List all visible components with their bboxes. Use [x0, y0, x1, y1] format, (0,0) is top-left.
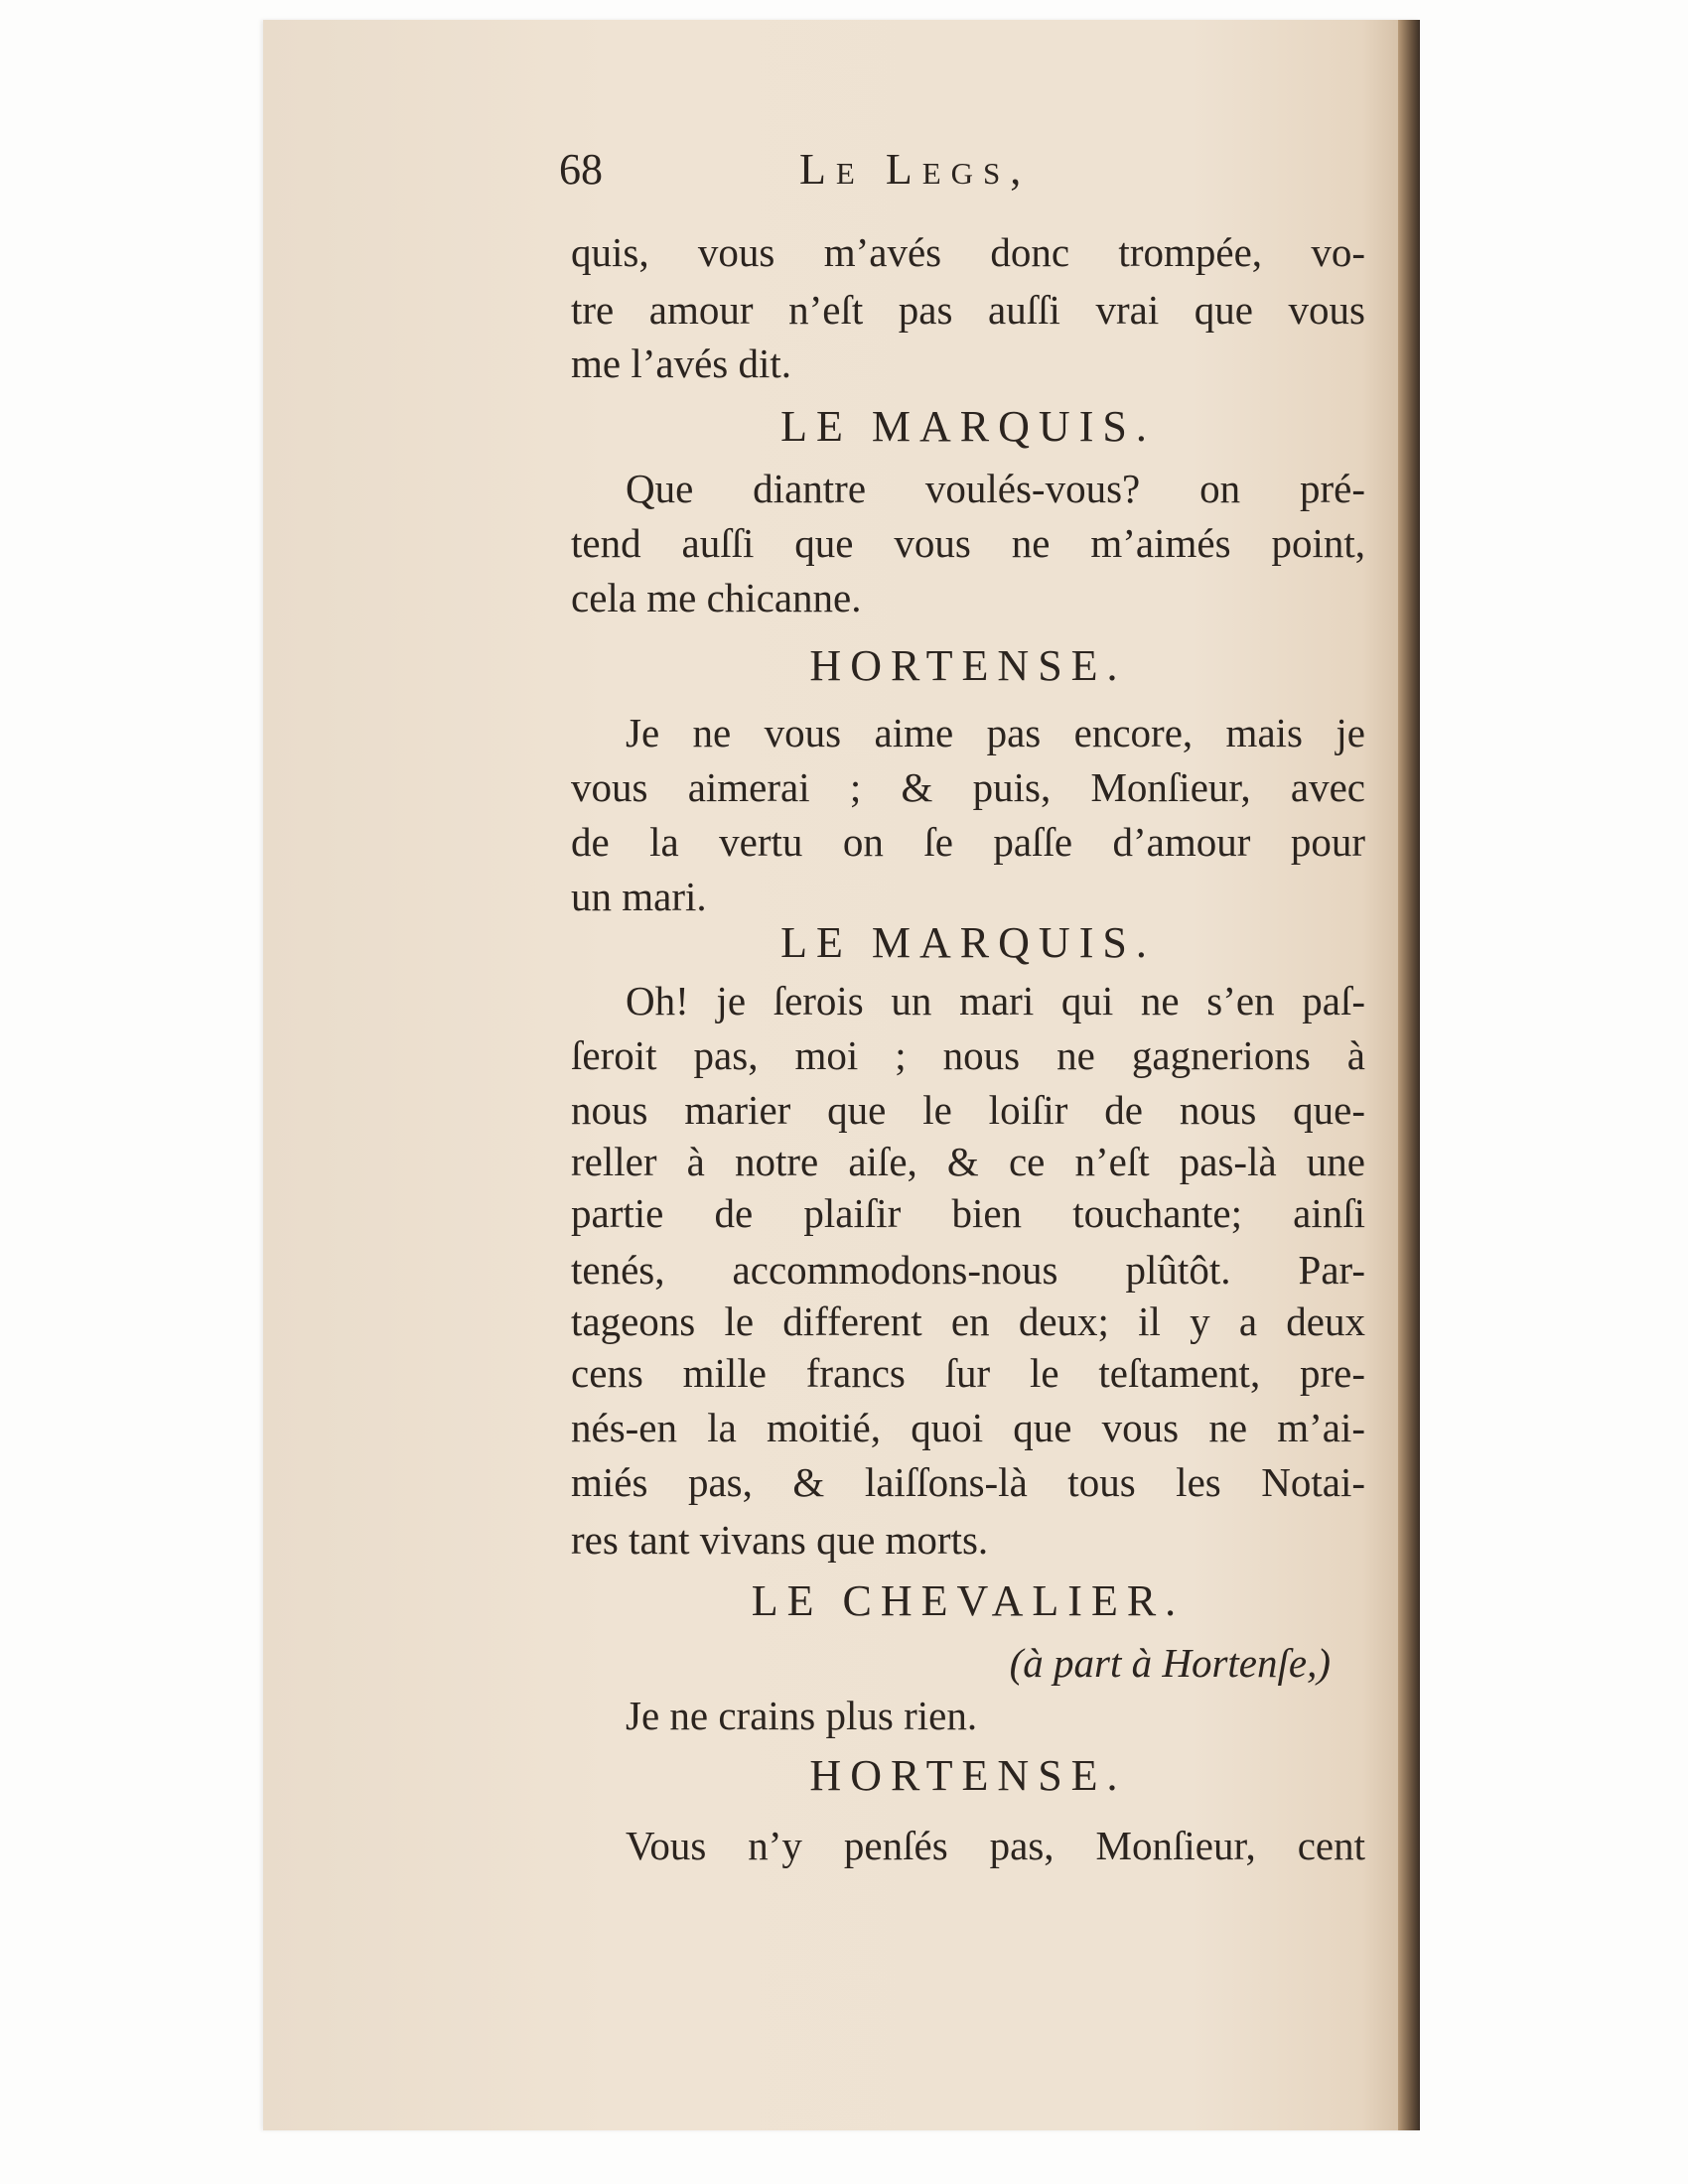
text-line: Que diantre voulés-vous? on pré- [626, 466, 1365, 511]
text-line: miés pas, & laiſſons-là tous les Notai- [571, 1459, 1365, 1505]
text-line: cens mille francs ſur le teſtament, pre- [571, 1350, 1365, 1396]
speaker-name: LE MARQUIS. [780, 402, 1156, 451]
text-line: quis, vous m’avés donc trompée, vo- [571, 229, 1365, 275]
text-line: de la vertu on ſe paſſe d’amour pour [571, 819, 1365, 865]
text-line: Vous n’y penſés pas, Monſieur, cent [626, 1823, 1365, 1868]
text-line: tre amour n’eſt pas auſſi vrai que vous [571, 287, 1365, 333]
speaker-name: HORTENSE. [809, 641, 1127, 690]
text-line: tend auſſi que vous ne m’aimés point, [571, 520, 1365, 566]
text-line: nés-en la moitié, quoi que vous ne m’ai- [571, 1405, 1365, 1450]
text-line: me l’avés dit. [571, 341, 792, 386]
text-line: tageons le different en deux; il y a deux [571, 1298, 1365, 1344]
running-title: Le Legs, [799, 145, 1032, 194]
text-line: partie de plaiſir bien touchante; ainſi [571, 1190, 1365, 1236]
page-edge [1398, 20, 1420, 2130]
text-line: Je ne vous aime pas encore, mais je [626, 710, 1365, 755]
text-line: Oh! je ſerois un mari qui ne s’en paſ- [626, 978, 1365, 1024]
text-line: cela me chicanne. [571, 575, 862, 620]
text-line: ſeroit pas, moi ; nous ne gagnerions à [571, 1032, 1365, 1078]
page-number: 68 [559, 145, 603, 194]
text-line: un mari. [571, 874, 707, 919]
text-line: tenés, accommodons-nous plûtôt. Par- [571, 1247, 1365, 1293]
text-line: reller à notre aiſe, & ce n’eſt pas-là une [571, 1139, 1365, 1184]
speaker-name: HORTENSE. [809, 1751, 1127, 1800]
speaker-name: LE MARQUIS. [780, 918, 1156, 967]
text-line: vous aimerai ; & puis, Monſieur, avec [571, 764, 1365, 810]
text-line: res tant vivans que morts. [571, 1517, 989, 1563]
text-line: nous marier que le loiſir de nous que- [571, 1087, 1365, 1133]
stage-direction: (à part à Hortenſe,) [1009, 1640, 1331, 1686]
text-line: Je ne crains plus rien. [626, 1693, 978, 1738]
speaker-name: LE CHEVALIER. [751, 1576, 1186, 1625]
